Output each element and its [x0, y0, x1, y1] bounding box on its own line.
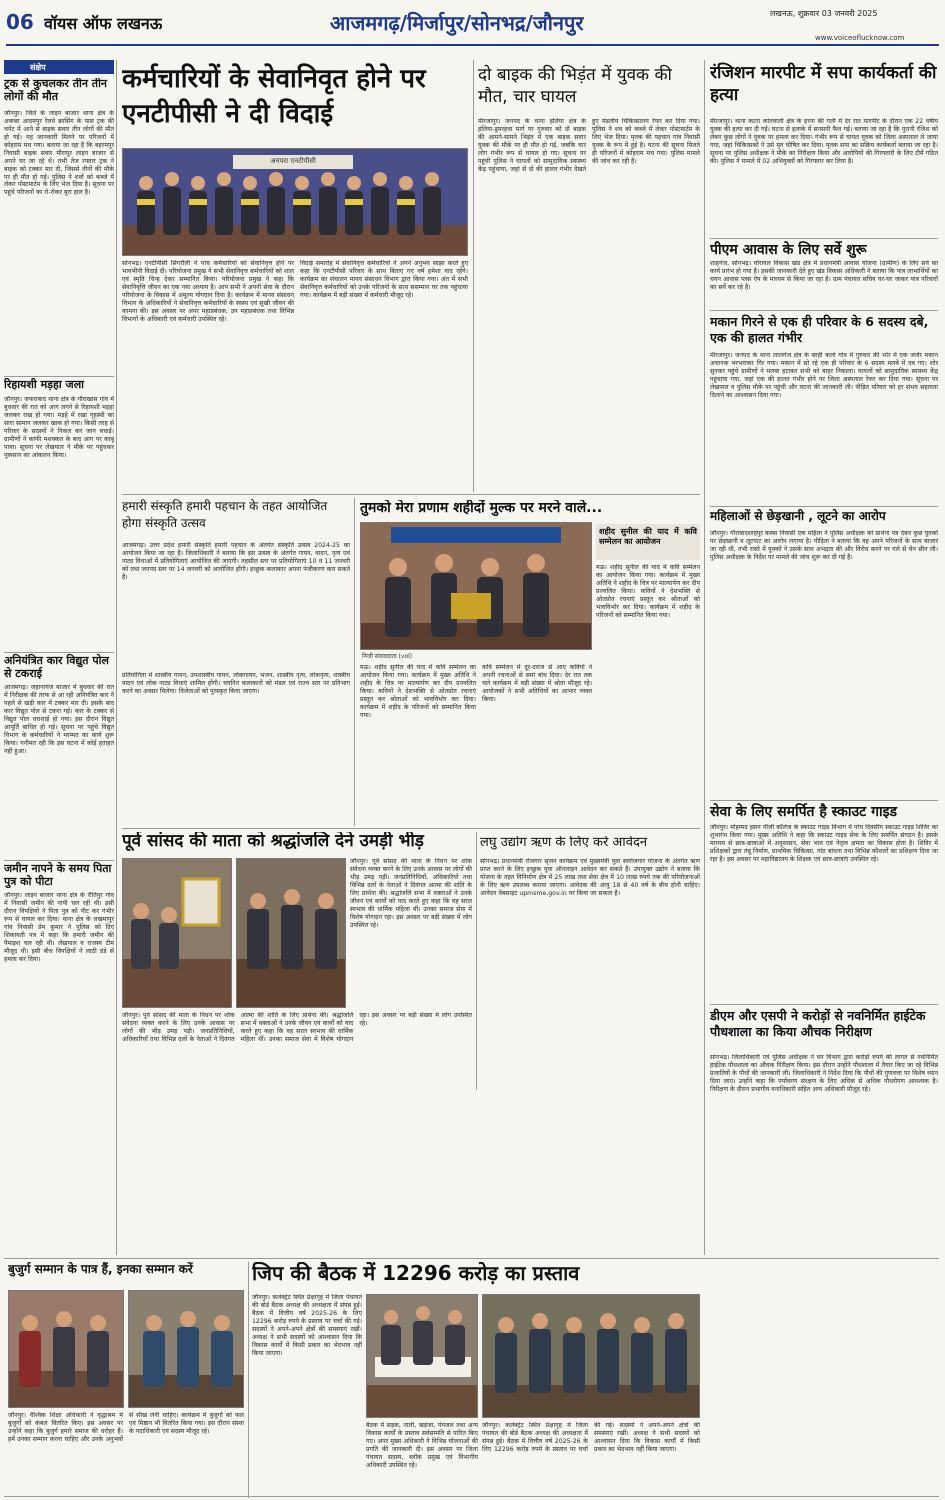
story-zp-body-a: जौनपुर। कलेक्ट्रेट स्थित प्रेक्षागृह में जिला पंचायत की बोर्ड बैठक अध्यक्ष की अध्यक्षता में संपन्न हुई। बैठक में वित्तीय वर्ष 2025-26 के लिए 12296 करोड़ रुपये के प्रस्ताव पर चर्चा की गई। सदस्यों ने अपने-अपने क्षेत्रों की समस्याएं रखीं। अध्यक्ष ने सभी सदस्यों को आश्वासन दिया कि विकास कार्यों में किसी प्रकार का भेदभाव नहीं किया जाएगा।: [252, 1294, 362, 1357]
story-house-body: मीरजापुर। जनपद के थाना लालगंज क्षेत्र के बरही कलां गांव में गुरुवार की भोर में एक जर्जर मकान अचानक भरभराकर गिर गया। मकान में सो रहे एक ही परिवार के 6 सदस्य मलबे में दब गए। शोर सुनकर पहुंचे ग्रामीणों ने मलबा हटाकर सभी को बाहर निकाला। घायलों को सामुदायिक स्वास्थ्य केंद्र पहुंचाया गया, जहां एक की हालत गंभीर होने पर जिला अस्पताल रेफर कर दिया गया। सूचना पर लेखपाल व पुलिस मौके पर पहुंची और घटना की जानकारी ली। पीड़ित परिवार को हर संभव सहायता दिलाने का आश्वासन दिया गया।: [710, 352, 938, 399]
divider: [354, 498, 355, 826]
edition-title: आजमगढ़/मिर्जापुर/सोनभद्र/जौनपुर: [330, 11, 584, 35]
story-ntpc-body-b: विदाई समारोह में सेवानिवृत्त कर्मचारियों ने अपने अनुभव साझा करते हुए कहा कि एनटीपीसी परिवार के साथ बिताए गए वर्ष हमेशा याद रहेंगे। कार्यक्रम का संचालन मानव संसाधन विभाग द्वारा किया गया। अंत में सभी सेवानिवृत्त कर्मचारियों को उनके परिजनों के साथ ससम्मान घर तक पहुंचाया गया। कार्यक्रम में बड़ी संख्या में कर्मचारी मौजूद रहे।: [300, 260, 468, 299]
story-tribute-headline: पूर्व सांसद की माता को श्रद्धांजलि देने उमड़ी भीड़: [122, 832, 424, 851]
story-tribute-body-b: जौनपुर। पूर्व सांसद की माता के निधन पर शोक संवेदना व्यक्त करने के लिए उनके आवास पर लोगों की भीड़ उमड़ पड़ी। जनप्रतिनिधियों, अधिकारियों तथा विभिन्न दलों के नेताओं ने दिवंगत आत्मा की शांति के लिए प्रार्थना की। श्रद्धांजलि सभा में वक्ताओं ने उनके जीवन एवं कार्यों को याद करते हुए कहा कि वह सरल स्वभाव की धार्मिक महिला थीं। उनका समाज सेवा में विशेष योगदान रहा। इस अवसर पर बड़ी संख्या में लोग उपस्थित रहे।: [350, 858, 472, 929]
brief-3-body: आजमगढ़। जहानागंज बाजार में बुधवार की रात में निरीक्षक की तरफ से आ रही अनियंत्रित कार ने पहले से खड़ी कार में टक्कर मार दी। इसके बाद कार विद्युत पोल से टकरा गई। कार के टक्कर से विद्युत पोल धराशाई हो गया। इस दौरान विद्युत आपूर्ति बाधित हो गई। सूचना पर पहुंचे विद्युत विभाग के कर्मचारियों ने मरम्मत का कार्य शुरू किया। गनीमत रही कि इस घटना में कोई हताहत नहीं हुआ।: [4, 684, 114, 755]
brief-1-body: जौनपुर। जिले के लाइन बाजार थाना क्षेत्र के अकबर आदमपुर रेलवे क्रासिंग के पास ट्रक की चपेट में आने से बाइक सवार तीन लोगों की मौत हो गई। यह जानकारी मिलने पर परिजनों में कोहराम मच गया। बताया जा रहा है कि बहरमपुर निवासी बाइक सवार मीरापुर लाइन बाजार से अपने घर जा रहे थे। तभी तेज रफ्तार ट्रक ने बाइक को टक्कर मार दी, जिससे तीनों की मौके पर ही मौत हो गई। पुलिस ने शवों को कब्जे में लेकर पोस्टमार्टम के लिए भेज दिया है। सूचना पर पहुंचे परिजनों का रो-रोकर बुरा हाल है।: [4, 110, 114, 197]
brief-4-body: जौनपुर। लाइन बाजार थाना क्षेत्र के रौतिपुर गांव में निवासी जमीन की नापी चल रही थी। इसी दौरान विपक्षियों ने पिता पुत्र को पीट कर गंभीर रूप से घायल कर दिया। थाना क्षेत्र के लखमापुर गांव निवासी प्रेम कुमार ने पुलिस को दिए शिकायती पत्र में कहा कि हमारी जमीन की पैमाइश चल रही थी। लेखपाल व राजस्व टीम मौजूद थी। इसी बीच विपक्षियों ने लाठी डंडे से हमला कर दिया।: [4, 892, 114, 963]
brief-2-headline: रिहायशी मड़हा जला: [4, 376, 114, 392]
poet-meeting-photo: [360, 522, 592, 650]
story-tribute-body: जौनपुर। पूर्व सांसद की माता के निधन पर शोक संवेदना व्यक्त करने के लिए उनके आवास पर लोगों की भीड़ उमड़ पड़ी। जनप्रतिनिधियों, अधिकारियों तथा विभिन्न दलों के नेताओं ने दिवंगत आत्मा की शांति के लिए प्रार्थना की। श्रद्धांजलि सभा में वक्ताओं ने उनके जीवन एवं कार्यों को याद करते हुए कहा कि वह सरल स्वभाव की धार्मिक महिला थीं। उनका समाज सेवा में विशेष योगदान रहा। इस अवसर पर बड़ी संख्या में लोग उपस्थित रहे।: [122, 1012, 472, 1043]
story-ntpc-body-a: सोनभद्र। एनटीपीसी सिंगरौली ने पांच कर्मचारियों को सेवानिवृत्त होने पर भावभीनी विदाई दी। परियोजना प्रमुख ने सभी सेवानिवृत्त कर्मचारियों को शाल एवं स्मृति चिन्ह देकर सम्मानित किया। परियोजना प्रमुख ने कहा कि सेवानिवृत्ति जीवन का एक नया अध्याय है। आप सभी ने अपनी सेवा के दौरान परियोजना के विकास में अमूल्य योगदान दिया है। कार्यक्रम में मानव संसाधन विभाग के अधिकारियों ने सेवानिवृत्त कर्मचारियों के स्वस्थ एवं सुखी जीवन की कामना की। इस अवसर पर अपर महाप्रबंधक, उप महाप्रबंधक तथा विभिन्न विभागों के अधिकारी एवं कर्मचारी उपस्थित रहे।: [122, 260, 294, 323]
photo-banner: [391, 527, 561, 543]
divider: [4, 1496, 939, 1497]
sidebar-briefs: [4, 60, 114, 1255]
story-harass-body: जौनपुर। गौराबादशाहपुर कस्बा निवासी एक महिला ने पुलिस अधीक्षक को प्रार्थना पत्र देकर कुछ युवकों पर छेड़खानी व लूटपाट का आरोप लगाया है। पीड़िता ने बताया कि वह अपने परिजनों के साथ बाजार जा रही थी, तभी रास्ते में युवकों ने उसके साथ अभद्रता की और विरोध करने पर गले से चेन छीन ली। पुलिस अधीक्षक के निर्देश पर मामले की जांच शुरू कर दी गई है।: [710, 530, 938, 561]
story-scout-body: जौनपुर। मोहम्मद हसन पीजी कॉलेज के स्काउट गाइड विभाग में पांच दिवसीय स्काउट गाइड शिविर का शुभारंभ किया गया। मुख्य अतिथि ने कहा कि स्काउट गाइड सेवा के लिए समर्पित संगठन है। इसके माध्यम से छात्र-छात्राओं में अनुशासन, सेवा भाव एवं नेतृत्व क्षमता का विकास होता है। शिविर में प्रशिक्षकों द्वारा तंबू निर्माण, प्राथमिक चिकित्सा, गांठ बांधना तथा विभिन्न कौशलों का प्रशिक्षण दिया जा रहा है। इस अवसर पर महाविद्यालय के शिक्षक एवं छात्र-छात्राएं उपस्थित रहे।: [710, 824, 938, 863]
story-elders-headline: बुजुर्ग सम्मान के पात्र हैं, इनका सम्मान करें: [8, 1262, 193, 1276]
page-number: 06: [6, 10, 34, 34]
divider: [248, 1262, 249, 1498]
story-culture-headline: हमारी संस्कृति हमारी पहचान के तहत आयोजित होगा संस्कृति उत्सव: [122, 499, 328, 530]
website-link[interactable]: www.voiceoflucknow.com: [815, 34, 905, 42]
story-nursery-headline: डीएम और एसपी ने करोड़ों से नवनिर्मित हाईटेक पौधशाला का किया औचक निरीक्षण: [710, 1004, 938, 1041]
paper-name: वॉयस ऑफ लखनऊ: [44, 14, 163, 33]
story-culture-body-b: प्रतियोगिता में शास्त्रीय गायन, उपशास्त्रीय गायन, लोकगायन, भजन, शास्त्रीय नृत्य, लोकनृत्य, शास्त्रीय वादन एवं लोक नाट्य विधाएं शामिल होंगी। चयनित कलाकारों को मंडल एवं राज्य स्तर पर प्रतिभाग करने का अवसर मिलेगा। विजेताओं को पुरस्कृत किया जाएगा।: [122, 672, 350, 695]
ntpc-farewell-photo: [122, 148, 468, 256]
people-illustration: [123, 859, 232, 1008]
elders-photo-1: [8, 1290, 124, 1408]
story-awas-body: शाहगंज, सोनभद्र। घोरावल विकास खंड क्षेत्र में प्रधानमंत्री आवास योजना (ग्रामीण) के लिए सर्वे का कार्य प्रारंभ हो गया है। इसकी जानकारी देते हुए खंड विकास अधिकारी ने बताया कि पात्र लाभार्थियों का चयन आवास प्लस ऐप के माध्यम से किया जा रहा है। ग्राम पंचायत सचिव घर-घर जाकर पात्र परिवारों का सर्वे कर रहे हैं।: [710, 260, 938, 291]
divider: [4, 1258, 939, 1259]
sidebar-divider: [116, 60, 117, 1255]
brief-4-headline: जमीन नापने के समय पिता पुत्र को पीटा: [4, 860, 114, 888]
poet-sidebar-banner: शहीद सुनील की याद में कवि सम्मेलन का आयोजन: [596, 524, 700, 560]
people-illustration: [483, 1295, 700, 1418]
brief-1-headline: ट्रक से कुचलकर तीन तीन लोगों की मौत: [4, 78, 108, 103]
people-illustration: [237, 859, 346, 1008]
people-illustration: [361, 543, 592, 650]
story-culture-body-a: आजमगढ़। उत्तर प्रदेश हमारी संस्कृति हमारी पहचान के अंतर्गत संस्कृति उत्सव 2024-25 का आयोजन किया जा रहा है। जिलाधिकारी ने बताया कि इस उत्सव के अंतर्गत गायन, वादन, नृत्य एवं नाट्य विधाओं में प्रतियोगिताएं आयोजित की जाएंगी। तहसील स्तर पर प्रतियोगिताएं 10 व 11 जनवरी को तथा जनपद स्तर पर 14 जनवरी को आयोजित होंगी। इच्छुक कलाकार अपना पंजीकरण करा सकते हैं।: [122, 542, 350, 581]
story-poet-body-a: मऊ। शहीद सुनील की याद में कवि सम्मेलन का आयोजन किया गया। कार्यक्रम में मुख्य अतिथि ने शहीद के चित्र पर माल्यार्पण कर दीप प्रज्वलित किया। कवियों ने देशभक्ति से ओतप्रोत रचनाएं प्रस्तुत कर श्रोताओं को भावविभोर कर दिया। कार्यक्रम में शहीद के परिजनों को सम्मानित किया गया।: [360, 664, 476, 719]
divider: [473, 60, 474, 492]
story-poet-headline: तुमको मेरा प्रणाम शहीदों मुल्क पर मरने वाले...: [360, 500, 603, 516]
story-ntpc-headline: कर्मचारियों के सेवानिवृत होने पर एनटीपीसी ने दी विदाई: [122, 64, 426, 130]
story-nursery-body: सोनभद्र। जिलाधिकारी एवं पुलिस अधीक्षक ने वन विभाग द्वारा करोड़ों रुपये की लागत से नवनिर्मित हाईटेक पौधशाला का औचक निरीक्षण किया। इस दौरान उन्होंने पौधशाला में तैयार किए जा रहे विभिन्न प्रजातियों के पौधों की जानकारी ली। जिलाधिकारी ने निर्देश दिया कि पौधों की गुणवत्ता पर विशेष ध्यान दिया जाए। उन्होंने कहा कि पर्यावरण संरक्षण के लिए अधिक से अधिक पौधरोपण आवश्यक है। निरीक्षण के दौरान प्रभागीय वनाधिकारी सहित अन्य अधिकारी मौजूद रहे।: [710, 1054, 938, 1093]
story-bike-headline: दो बाइक की भिड़ंत में युवक की मौत, चार घायल: [478, 65, 672, 108]
people-illustration: [367, 1295, 478, 1418]
story-bike-body: मीरजापुर। जनपद के थाना हलिया क्षेत्र के हलिया-डुमरहवा मार्ग पर गुरुवार को दो बाइक की आमने-सामने भिड़ंत में एक बाइक सवार युवक की मौके पर ही मौत हो गई, जबकि चार लोग गंभीर रूप से घायल हो गए। सूचना पर पहुंची पुलिस ने घायलों को सामुदायिक स्वास्थ्य केंद्र पहुंचाया, जहां से दो की हालत गंभीर देखते हुए मंडलीय चिकित्सालय रेफर कर दिया गया। पुलिस ने शव को कब्जे में लेकर पोस्टमार्टम के लिए भेज दिया। मृतक की पहचान गांव निवासी युवक के रूप में हुई है। घटना की सूचना मिलते ही परिजनों में कोहराम मच गया। पुलिस मामले की जांच कर रही है।: [478, 118, 700, 173]
poet-photo-caption: निजी संवाददाता (vol): [362, 653, 413, 660]
divider: [476, 832, 477, 1090]
story-loan-headline: लघु उद्योग ऋण के लिए करें आवेदन: [480, 836, 648, 850]
story-awas-headline: पीएम आवास के लिए सर्वे शुरू: [710, 238, 938, 258]
story-zp-body-c: जौनपुर। कलेक्ट्रेट स्थित प्रेक्षागृह में जिला पंचायत की बोर्ड बैठक अध्यक्ष की अध्यक्षता में संपन्न हुई। बैठक में वित्तीय वर्ष 2025-26 के लिए 12296 करोड़ रुपये के प्रस्ताव पर चर्चा की गई। सदस्यों ने अपने-अपने क्षेत्रों की समस्याएं रखीं। अध्यक्ष ने सभी सदस्यों को आश्वासन दिया कि विकास कार्यों में किसी प्रकार का भेदभाव नहीं किया जाएगा।: [482, 1422, 700, 1453]
story-poet-body-c: मऊ। शहीद सुनील की याद में कवि सम्मेलन का आयोजन किया गया। कार्यक्रम में मुख्य अतिथि ने शहीद के चित्र पर माल्यार्पण कर दीप प्रज्वलित किया। कवियों ने देशभक्ति से ओतप्रोत रचनाएं प्रस्तुत कर श्रोताओं को भावविभोर कर दिया। कार्यक्रम में शहीद के परिजनों को सम्मानित किया गया।: [596, 564, 700, 619]
story-loan-body: सोनभद्र। प्रधानमंत्री रोजगार सृजन कार्यक्रम एवं मुख्यमंत्री युवा स्वरोजगार योजना के अंतर्गत ऋण प्राप्त करने के लिए इच्छुक युवा ऑनलाइन आवेदन कर सकते हैं। उपायुक्त उद्योग ने बताया कि योजना के तहत विनिर्माण क्षेत्र में 25 लाख तथा सेवा क्षेत्र में 10 लाख रुपये तक की परियोजनाओं के लिए ऋण उपलब्ध कराया जाएगा। आवेदक की आयु 18 से 40 वर्ष के बीच होनी चाहिए। आवेदन वेबसाइट upmsme.gov.in पर किया जा सकता है।: [480, 858, 700, 897]
story-house-headline: मकान गिरने से एक ही परिवार के 6 सदस्य दबे, एक की हालत गंभीर: [710, 310, 938, 347]
masthead-rule: [6, 44, 939, 46]
divider: [122, 828, 700, 829]
masthead: [0, 0, 945, 58]
tribute-photo-2: [236, 858, 346, 1008]
people-illustration: [129, 1291, 244, 1408]
zp-meeting-photo: [366, 1294, 478, 1418]
brief-2-body: जौनपुर। जफराबाद थाना क्षेत्र के गौराखास गांव में बुधवार की रात को आग लगने से रिहायशी मड़हा जलकर राख हो गया। मड़हे में रखा गृहस्थी का सारा सामान जलकर खाक हो गया। किसी तरह से परिवार के सदस्यों ने निकल कर जान बचाई। ग्रामीणों ने काफी मशक्कत के बाद आग पर काबू पाया। सूचना पर लेखपाल ने मौके पर पहुंचकर नुकसान का आंकलन किया।: [4, 396, 114, 459]
photo-banner: अनपरा एनटीपीसी: [233, 155, 353, 169]
story-zp-body-b: बैठक में सड़क, नाली, खड़ंजा, पेयजल तथा अन्य विकास कार्यों के प्रस्ताव सर्वसम्मति से पारित किए गए। अपर मुख्य अधिकारी ने विभिन्न योजनाओं की प्रगति की जानकारी दी। इस अवसर पर जिला पंचायत सदस्य, ब्लॉक प्रमुख एवं विभागीय अधिकारी उपस्थित रहे।: [366, 1422, 478, 1469]
story-harass-headline: महिलाओं से छेड़खानी , लूटने का आरोप: [710, 506, 938, 524]
divider: [704, 60, 705, 1255]
story-scout-headline: सेवा के लिए समर्पित है स्काउट गाइड: [710, 800, 938, 820]
divider: [122, 494, 700, 495]
story-sp-headline: रंजिशन मारपीट में सपा कार्यकर्ता की हत्या: [710, 63, 937, 106]
people-illustration: [123, 169, 468, 256]
dateline: लखनऊ, शुक्रवार 03 जनवरी 2025: [770, 9, 878, 18]
story-elders-body: जौनपुर। वैश्विक शिक्षा अधिकारी ने वृद्धाश्रम में बुजुर्गों को कंबल वितरित किए। इस अवसर पर उन्होंने कहा कि बुजुर्ग हमारे समाज की धरोहर हैं। हमें उनका सम्मान करना चाहिए और उनके अनुभवों से सीख लेनी चाहिए। कार्यक्रम में बुजुर्गों को फल एवं मिष्ठान भी वितरित किया गया। इस दौरान संस्था के पदाधिकारी एवं सदस्य मौजूद रहे।: [8, 1412, 244, 1443]
brief-3-headline: अनियंत्रित कार विद्युत पोल से टकराई: [4, 652, 114, 680]
zp-members-photo: [482, 1294, 700, 1418]
tribute-photo: [122, 858, 232, 1008]
elders-photo-2: [128, 1290, 244, 1408]
story-zp-headline: जिप की बैठक में 12296 करोड़ का प्रस्ताव: [252, 1262, 580, 1285]
people-illustration: [9, 1291, 124, 1408]
sidebar-label: संक्षेप: [4, 60, 114, 74]
story-sp-body: मीरजापुर। थाना कटरा कोतवाली क्षेत्र के हरना की गली में देर रात मारपीट के दौरान एक 22 वर्षीय युवक की हत्या कर दी गई। घटना से इलाके में सनसनी फैल गई। बताया जा रहा है कि पुरानी रंजिश को लेकर कुछ लोगों ने युवक पर हमला कर दिया। गंभीर रूप से घायल युवक को जिला अस्पताल ले जाया गया, जहां चिकित्सकों ने उसे मृत घोषित कर दिया। मृतक सपा का सक्रिय कार्यकर्ता बताया जा रहा है। सूचना पर पुलिस अधीक्षक ने मौके का निरीक्षण किया और आरोपियों की गिरफ्तारी के लिए टीमें गठित की। पुलिस ने मामले में 02 अभियुक्तों को गिरफ्तार कर लिया है।: [710, 118, 938, 165]
story-poet-body-b: कवि सम्मेलन में दूर-दराज से आए कवियों ने अपनी रचनाओं से समां बांध दिया। देर रात तक चले कार्यक्रम में बड़ी संख्या में श्रोता मौजूद रहे। आयोजकों ने सभी अतिथियों का आभार व्यक्त किया।: [482, 664, 592, 703]
